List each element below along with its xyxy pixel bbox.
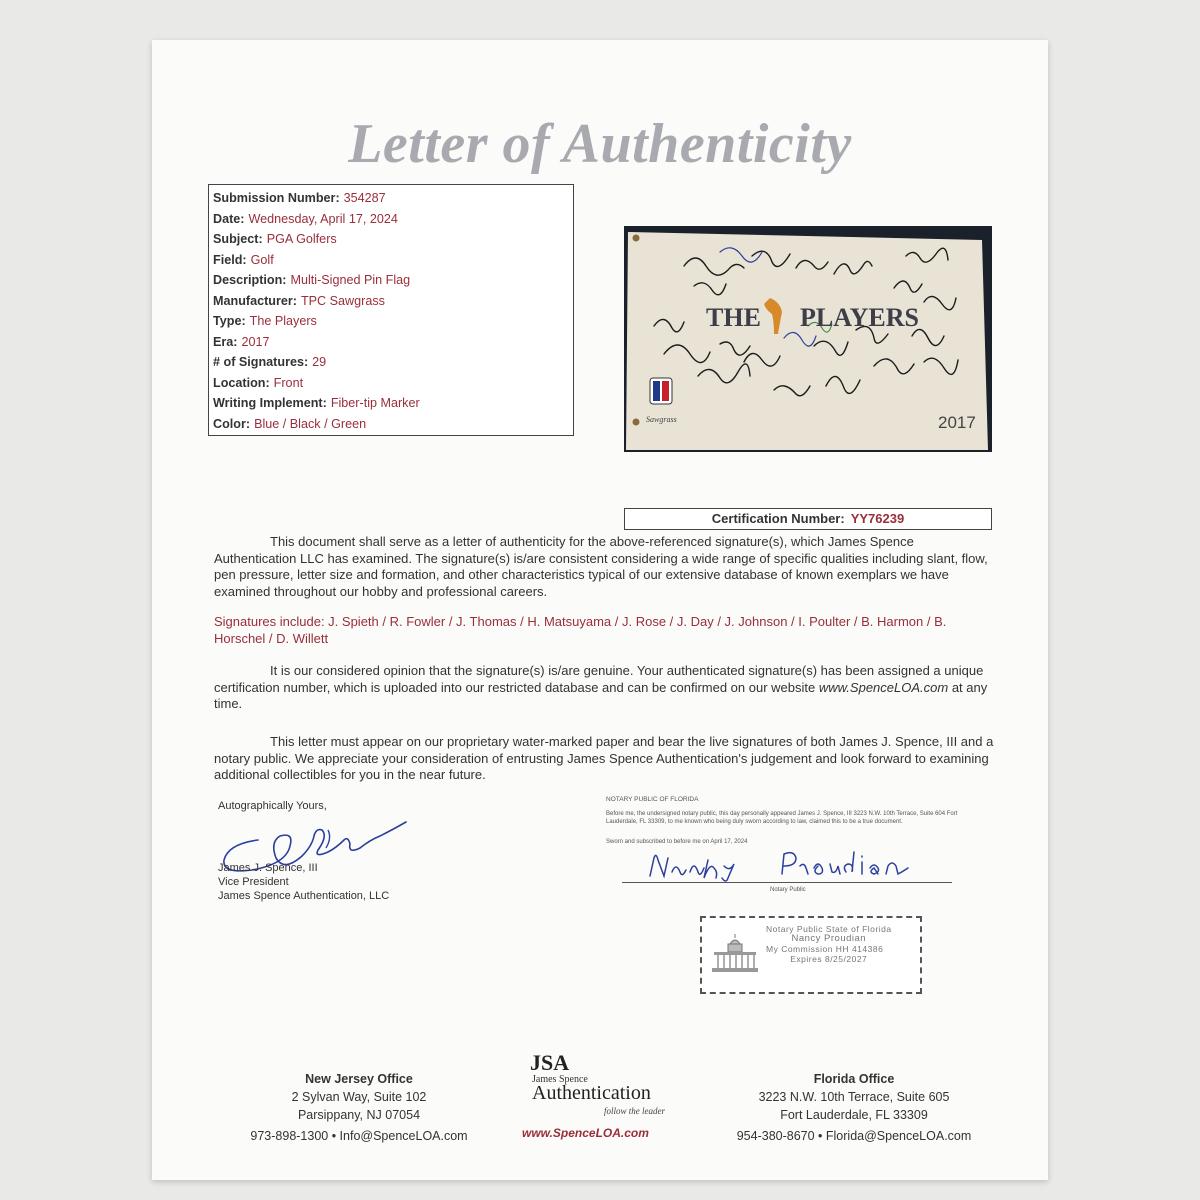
paragraph-examination: This document shall serve as a letter of authenticity for the above-referenced signature(s), which James Spence Authentication LLC has examined. The signature(s) is/are consistent considering a wide range of specific qualities including slant, flow, pen pressure, letter size and formation, and other characteristics typical of our extensive database of known exemplars we have examined throughout our hobby and professional careers. xyxy=(214,534,988,599)
cert-label: Certification Number: xyxy=(711,511,845,526)
info-row-signatures: # of Signatures: 29 xyxy=(213,355,327,369)
notary-caption: Notary Public xyxy=(770,887,806,893)
footer-fl-office: Florida Office 3223 N.W. 10th Terrace, Suite 605 Fort Lauderdale, FL 33309 954-380-8670 • Florida@SpenceLOA.com xyxy=(736,1072,972,1143)
info-row-color: Color: Blue / Black / Green xyxy=(213,416,367,431)
notary-signature xyxy=(642,846,952,886)
info-row-era: Era: 2017 xyxy=(213,334,270,349)
stamp-text: Notary Public State of Florida Nancy Proudian My Commission HH 414386 Expires 8/25/2027 xyxy=(766,924,892,964)
info-row-manufacturer: Manufacturer: TPC Sawgrass xyxy=(213,293,385,308)
signer-company: James Spence Authentication, LLC xyxy=(218,890,390,902)
paragraph-signatures-include: Signatures include: J. Spieth / R. Fowler / J. Thomas / H. Matsuyama / J. Rose / J. Day / J. Johnson / I. Poulter / B. Harmon / B. Horschel / D. Willett xyxy=(214,614,947,646)
website-link[interactable]: www.SpenceLOA.com xyxy=(818,679,949,695)
submission-info-box xyxy=(208,184,574,436)
notary-sworn: Sworn and subscribed to before me on April 17, 2024 xyxy=(606,839,748,845)
flag-brand-left: THE xyxy=(706,303,761,332)
footer-website[interactable]: www.SpenceLOA.com xyxy=(522,1126,649,1140)
info-row-date: Date: Wednesday, April 17, 2024 xyxy=(213,211,398,226)
item-photo xyxy=(624,226,992,452)
signer-role: Vice President xyxy=(218,876,289,888)
notary-signature-line xyxy=(622,882,952,883)
footer-nj-office: New Jersey Office 2 Sylvan Way, Suite 102 Parsippany, NJ 07054 973-898-1300 • Info@SpenceLOA.com xyxy=(250,1072,468,1143)
flag-year: 2017 xyxy=(938,413,976,432)
info-row-location: Location: Front xyxy=(213,375,304,390)
notary-stamp xyxy=(700,916,922,994)
certification-number-box xyxy=(624,508,992,530)
paragraph-requirements: This letter must appear on our proprietary water-marked paper and bear the live signatures of both James J. Spence, III and a notary public. We appreciate your consideration of entrusting James Spence Authentication's judgement and look forward to examining additional collectibles for you in the near future. xyxy=(214,734,994,782)
signed-flag-image xyxy=(624,226,992,452)
jsa-logo: JSA James Spence Authentication follow the leader www.SpenceLOA.com xyxy=(522,1050,665,1140)
signer-name: James J. Spence, III xyxy=(218,862,318,874)
info-row-submission: Submission Number: 354287 xyxy=(213,191,386,205)
closing-text: Autographically Yours, xyxy=(218,800,327,812)
letter-page xyxy=(152,40,1048,1180)
info-row-type: Type: The Players xyxy=(213,314,317,328)
info-row-writing-implement: Writing Implement: Fiber-tip Marker xyxy=(213,396,420,410)
paragraph-opinion: It is our considered opinion that the signature(s) is/are genuine. Your authenticated signature(s) has been assigned a unique certification number, which is uploaded into our restricted database and can be confirmed on our website www.SpenceLOA.com at any time. xyxy=(214,663,988,711)
capitol-building-icon xyxy=(710,932,760,976)
notary-header: NOTARY PUBLIC OF FLORIDA xyxy=(606,796,699,803)
info-row-subject: Subject: PGA Golfers xyxy=(213,232,337,246)
cert-value: YY76239 xyxy=(850,511,905,526)
flag-brand-right: PLAYERS xyxy=(800,303,919,332)
flag-logo-text: Sawgrass xyxy=(646,415,677,424)
info-row-description: Description: Multi-Signed Pin Flag xyxy=(213,273,411,287)
info-row-field: Field: Golf xyxy=(213,252,274,267)
letter-title: Letter of Authenticity xyxy=(348,113,852,175)
notary-body: Before me, the undersigned notary public, this day personally appeared James J. Spence, III 3223 N.W. 10th Terrace, Suite 604 Fort Lauderdale, FL 33309, to me known who being duly sworn according to law, claimed this to be a true document. xyxy=(606,811,958,825)
